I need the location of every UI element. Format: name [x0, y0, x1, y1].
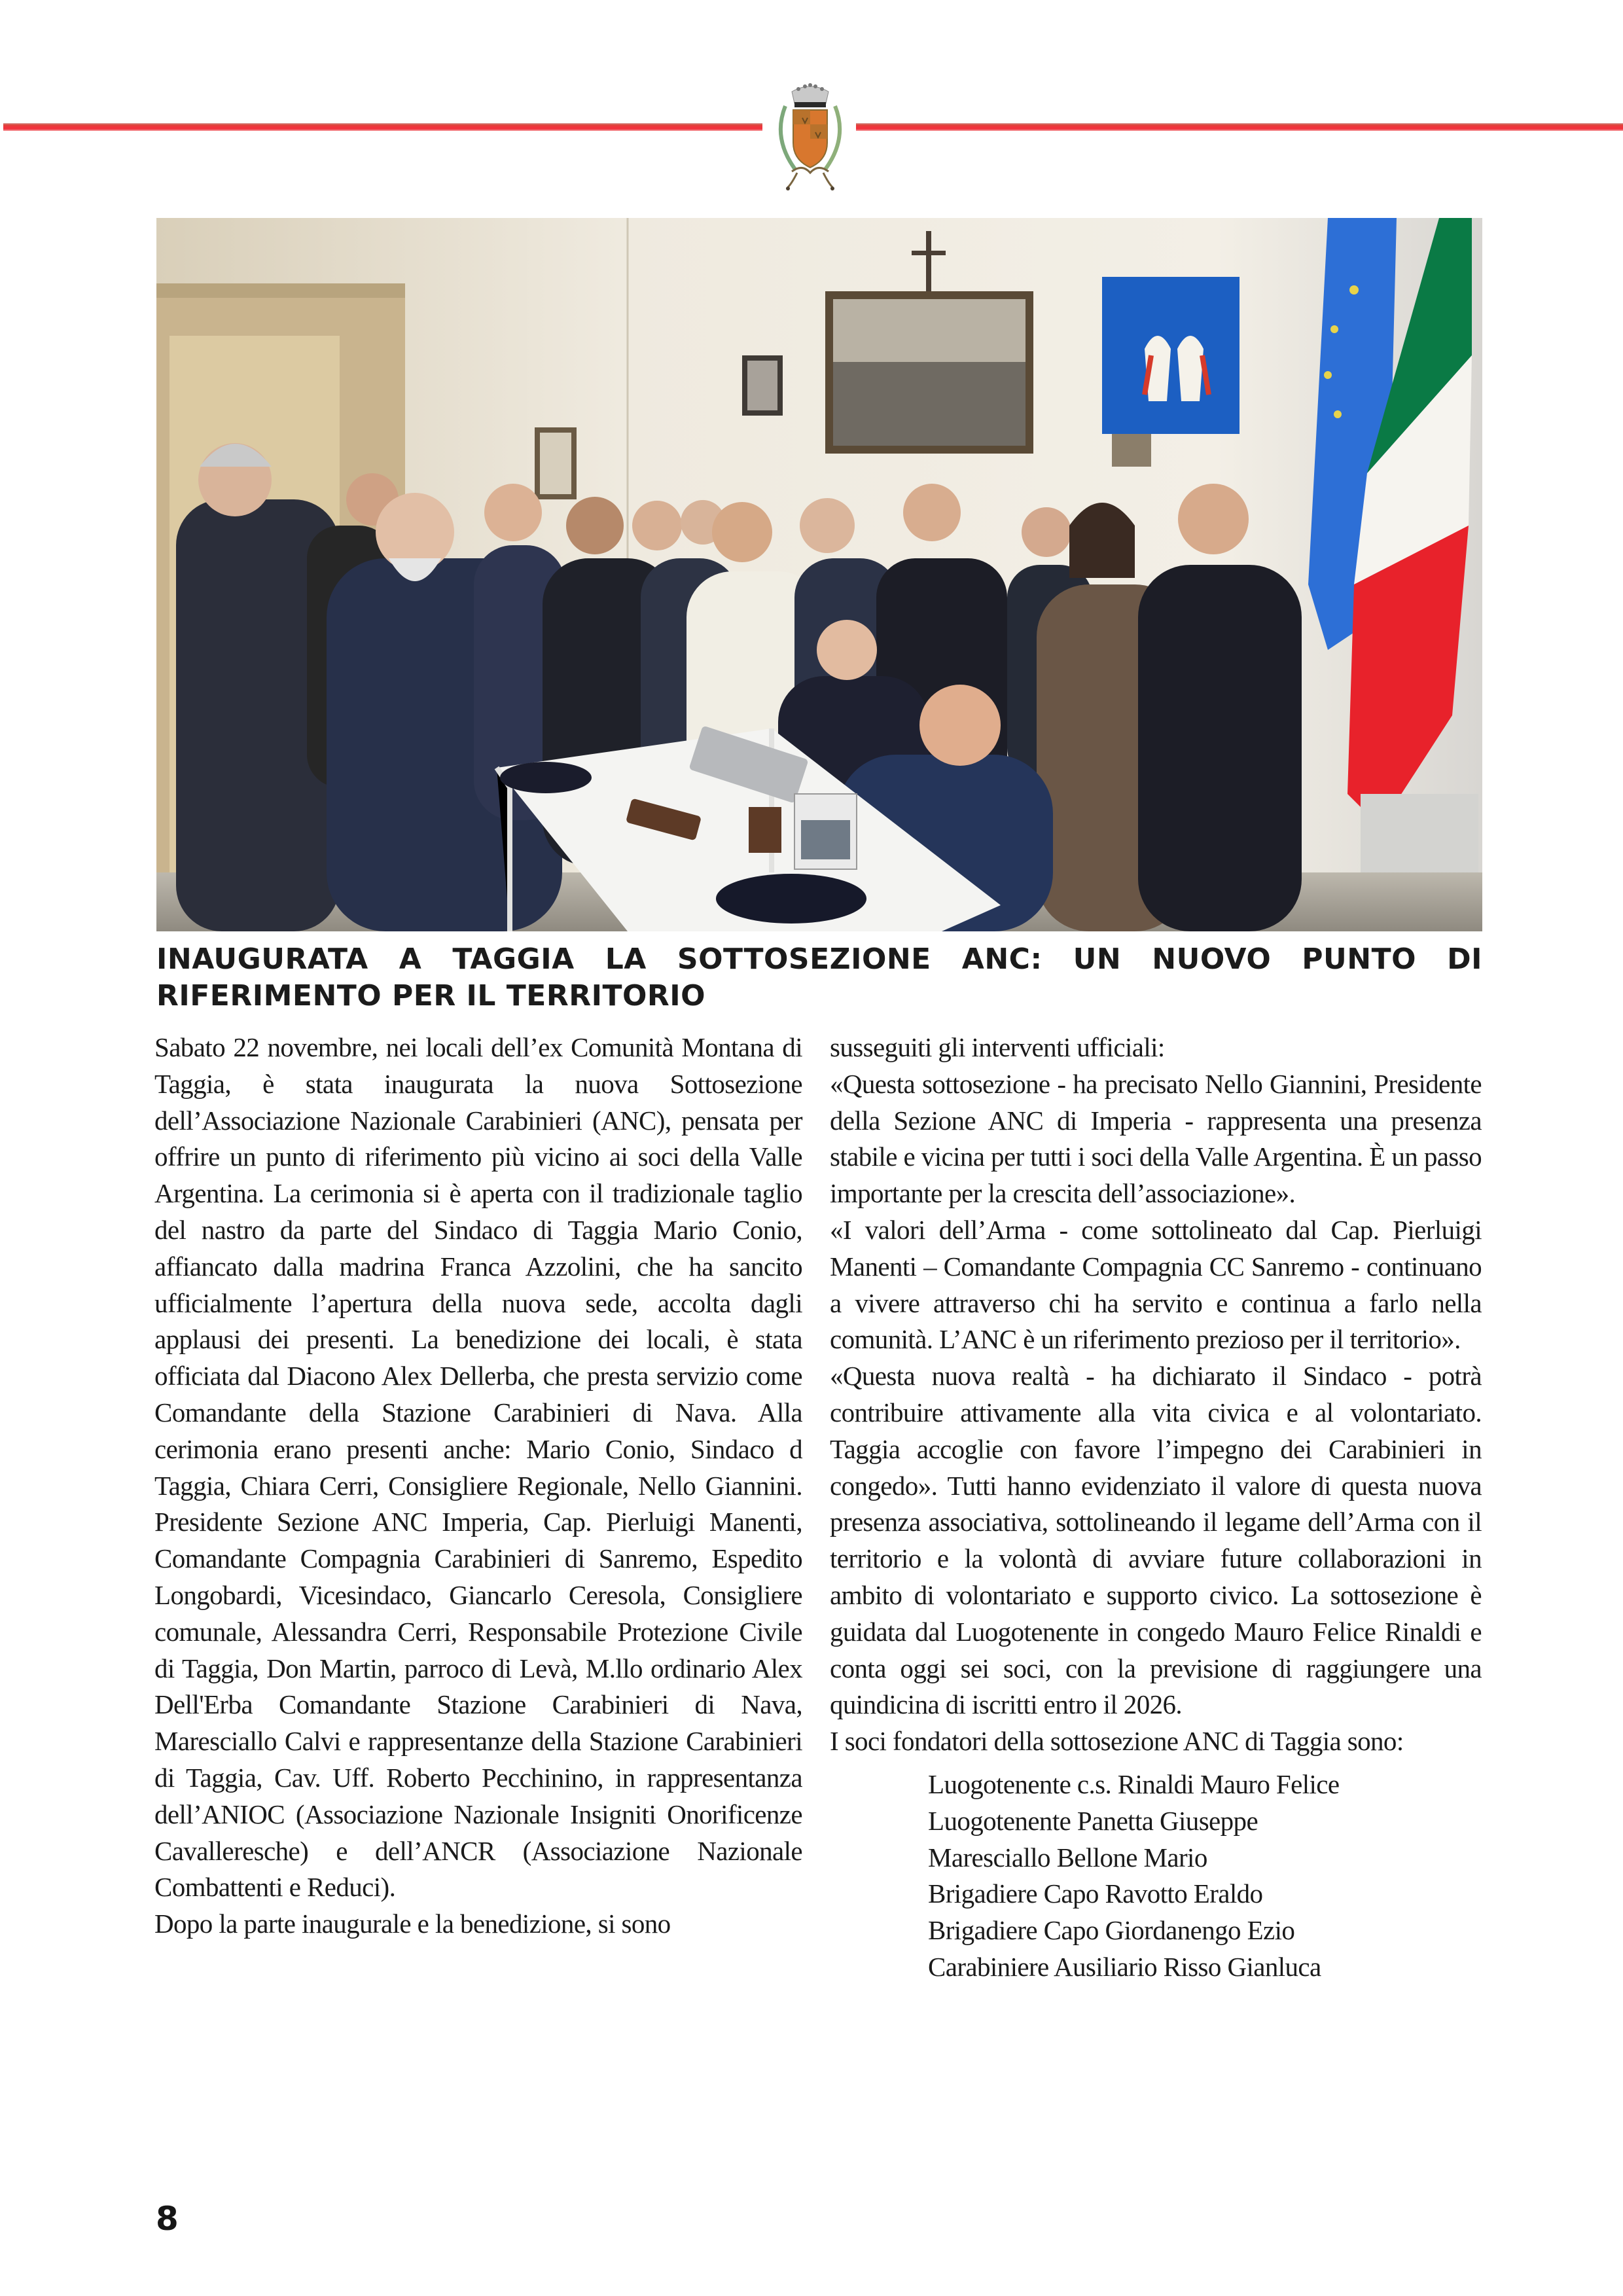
header-rule-left — [3, 123, 762, 131]
article-column-left — [154, 1030, 802, 1943]
paragraph: Dopo la parte inaugurale e la benedizione, si sono — [154, 1909, 671, 1939]
article-column-right — [830, 1030, 1482, 1986]
founder-item: Brigadiere Capo Ravotto Eraldo — [928, 1878, 1263, 1909]
taggia-coat-of-arms-icon — [766, 80, 855, 195]
founder-item: Carabiniere Ausiliario Risso Gianluca — [928, 1951, 1321, 1982]
group-photo — [156, 218, 1482, 931]
founders-list — [928, 1767, 1482, 1986]
headline-line-1: INAUGURATA A TAGGIA LA SOTTOSEZIONE ANC: UN NUOVO PUNTO DI — [156, 942, 1482, 976]
header-rule-right — [856, 123, 1623, 131]
paragraph: I soci fondatori della sottosezione ANC di Taggia sono: — [830, 1726, 1404, 1757]
quote-paragraph: «Questa sottosezione - ha precisato Nello Giannini, Presidente della Sezione ANC di Imperia - rappresenta una presenza stabile e vicina per tutti i soci della Valle Argentina. È un passo importante per la crescita dell’associazione». — [830, 1068, 1482, 1209]
quote-paragraph: «I valori dell’Arma - come sottolineato dal Cap. Pierluigi Manenti – Comandante Compagnia CC Sanremo - continuano a vivere attraverso chi ha servito e continua a farlo nella comunità. L’ANC è un riferimento prezioso per il territorio». — [830, 1214, 1482, 1355]
paragraph: Sabato 22 novembre, nei locali dell’ex Comunità Montana di Taggia, è stata inaugurata la nuova Sottosezione dell’Associazione Nazionale Carabinieri (ANC), pensata per offrire un punto di riferimento più vicino ai soci della Valle Argentina. La cerimonia si è aperta con il tradizionale taglio del nastro da parte del Sindaco di Taggia Mario Conio, affiancato dalla madrina Franca Azzolini, che ha sancito ufficialmente l’apertura della nuova sede, accolta dagli applausi dei presenti. La benedizione dei locali, è stata officiata dal Diacono Alex Dellerba, che presta servizio come Comandante della Stazione Carabinieri di Nava. Alla cerimonia erano presenti anche: Mario Conio, Sindaco d Taggia, Chiara Cerri, Consigliere Regionale, Nello Giannini. Presidente Sezione ANC Imperia, Cap. Pierluigi Manenti, Comandante Compagnia Carabinieri di Sanremo, Espedito Longobardi, Vicesindaco, Giancarlo Ceresola, Consigliere comunale, Alessandra Cerri, Responsabile Protezione Civile di Taggia, Don Martin, parroco di Levà, M.llo ordinario Alex Dell'Erba Comandante Stazione Carabinieri di Nava, Maresciallo Calvi e rappresentanze della Stazione Carabinieri di Taggia, Cav. Uff. Roberto Pecchinino, in rappresentanza dell’ANIOC (Associazione Nazionale Insigniti Onorificenze Cavalleresche) e dell’ANCR (Associazione Nazionale Combattenti e Reduci). — [154, 1032, 802, 1903]
founder-item: Luogotenente c.s. Rinaldi Mauro Felice — [928, 1768, 1340, 1799]
headline-line-2: RIFERIMENTO PER IL TERRITORIO — [156, 979, 706, 1013]
paragraph: susseguiti gli interventi ufficiali: — [830, 1032, 1165, 1062]
quote-paragraph: «Questa nuova realtà - ha dichiarato il Sindaco - potrà contribuire attivamente alla vita civica e al volontariato. Taggia accoglie con favore l’impegno dei Carabinieri in congedo». Tutti hanno evidenziato il valore di questa nuova presenza associativa, sottolineando il legame dell’Arma con il territorio e la volontà di avviare future collaborazioni in ambito di volontariato e supporto civico. La sottosezione è guidata dal Luogotenente in congedo Mauro Felice Rinaldi e conta oggi sei soci, con la previsione di raggiungere una quindicina di iscritti entro il 2026. — [830, 1361, 1482, 1720]
founder-item: Maresciallo Bellone Mario — [928, 1842, 1207, 1873]
founder-item: Luogotenente Panetta Giuseppe — [928, 1805, 1258, 1836]
page-number: 8 — [156, 2200, 179, 2238]
article-headline — [156, 941, 1482, 1014]
founder-item: Brigadiere Capo Giordanengo Ezio — [928, 1915, 1295, 1946]
